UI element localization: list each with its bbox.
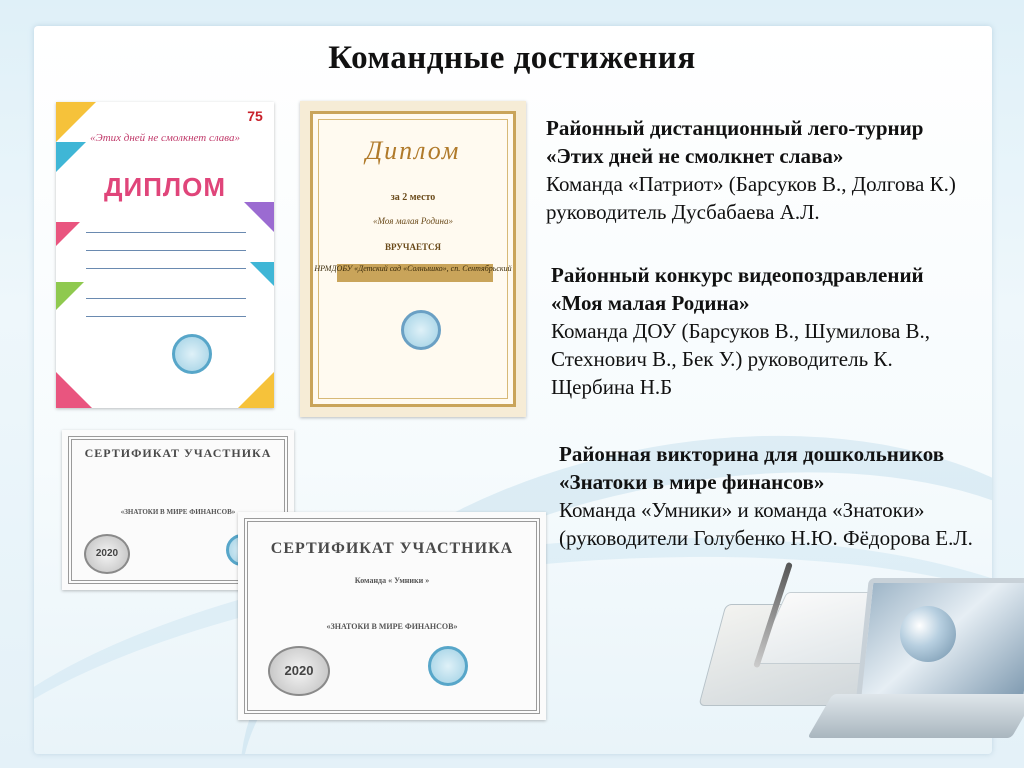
diploma-video-contest: [300, 101, 526, 417]
certificate-heading: СЕРТИФИКАТ УЧАСТНИКА: [84, 446, 272, 460]
achievement-item-lego: [546, 114, 1006, 226]
achievement-desc: Команда «Патриот» (Барсуков В., Долгова К.) руководитель Дусбабаева А.Л.: [546, 172, 956, 224]
achievement-item-video: [551, 261, 971, 401]
decor-triangle: [56, 222, 80, 246]
achievement-desc: Команда ДОУ (Барсуков В., Шумилова В., Стехнович В., Бек У.) руководитель К. Щербина Н.Б: [551, 319, 931, 399]
decor-triangle: [244, 202, 274, 232]
seal-icon: [401, 310, 441, 350]
anniversary-badge: 75: [247, 108, 263, 124]
page-title: Командные достижения: [328, 40, 696, 76]
diploma-award: ВРУЧАЕТСЯ: [385, 242, 441, 252]
diploma-heading: ДИПЛОМ: [103, 172, 227, 202]
seal-icon: [172, 334, 212, 374]
laptop-keyboard-icon: [807, 694, 1024, 738]
year-medal: 2020: [268, 646, 330, 696]
achievement-name: Районный конкурс видеопоздравлений: [551, 263, 924, 287]
decor-line: [86, 298, 246, 299]
achievement-name: Районная викторина для дошкольников: [559, 442, 945, 466]
decor-line: [86, 232, 246, 233]
achievement-name: «Моя малая Родина»: [551, 291, 750, 315]
decor-line: [86, 250, 246, 251]
diploma-heading: Диплом: [365, 136, 461, 165]
diploma-recipient: НРМДОБУ «Детский сад «Солнышко», сп. Сентябрьский: [314, 264, 512, 273]
diploma-lego-tournament: [56, 102, 274, 408]
year-medal: 2020: [84, 534, 130, 574]
decor-triangle: [238, 372, 274, 408]
decor-line: [86, 268, 246, 269]
decor-line: [86, 316, 246, 317]
decor-triangle: [250, 262, 274, 286]
achievement-desc: Команда «Умники» и команда «Знатоки» (руководители Голубенко Н.Ю. Фёдорова Е.Л.: [559, 498, 973, 550]
decor-triangle: [56, 142, 86, 172]
certificate-heading: СЕРТИФИКАТ УЧАСТНИКА: [270, 540, 514, 557]
certificate-team: Команда « Умники »: [354, 576, 430, 585]
certificate-event: «ЗНАТОКИ В МИРЕ ФИНАНСОВ»: [326, 622, 458, 631]
decor-triangle: [56, 282, 84, 310]
achievement-item-quiz: [559, 440, 989, 552]
diploma-contest-title: «Моя малая Родина»: [373, 216, 453, 226]
diploma-place: за 2 место: [390, 192, 436, 203]
achievement-name: «Этих дней не смолкнет слава»: [546, 144, 844, 168]
certificate-event: «ЗНАТОКИ В МИРЕ ФИНАНСОВ»: [120, 508, 236, 516]
seal-icon: [428, 646, 468, 686]
globe-icon: [900, 606, 956, 662]
diploma-slogan: «Этих дней не смолкнет слава»: [90, 132, 240, 144]
achievement-name: Районный дистанционный лего-турнир: [546, 116, 924, 140]
certificate-umniki: [238, 512, 546, 720]
decor-triangle: [56, 372, 92, 408]
diploma-frame: [310, 111, 516, 407]
achievement-name: «Знатоки в мире финансов»: [559, 470, 825, 494]
